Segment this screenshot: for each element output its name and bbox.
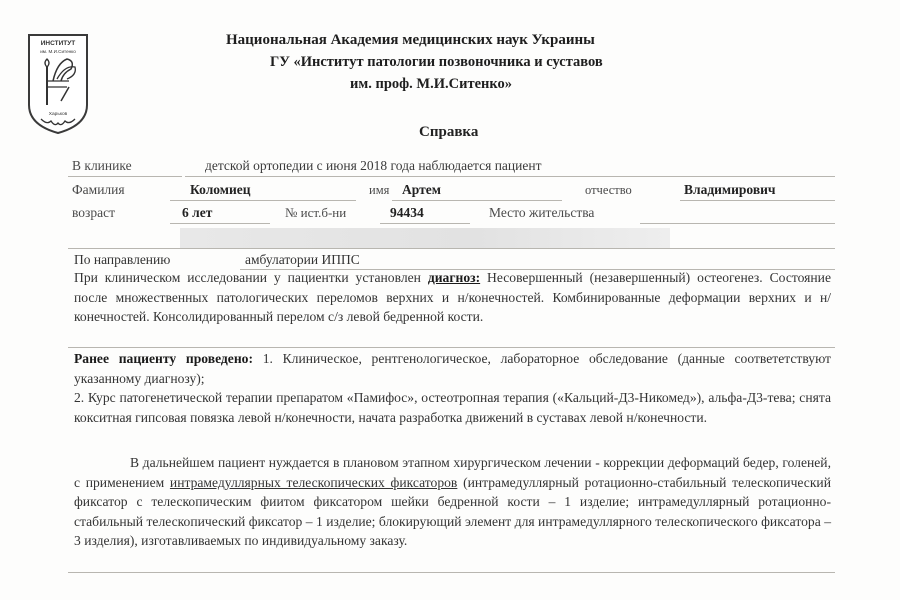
- plan-fixators: интрамедуллярных телескопических фиксаторов: [169, 474, 458, 490]
- header-academy: Национальная Академия медицинских наук Украины: [226, 32, 595, 48]
- document-title: Справка: [419, 124, 479, 140]
- underline: [68, 572, 835, 573]
- underline: [170, 200, 356, 201]
- treatment-item-1: 1. Клиническое, рентгенологическое, лабораторное обследование (данные соответетствуют указанному диагнозу);: [74, 351, 832, 386]
- treatment-history-paragraph: [74, 349, 831, 388]
- case-number-label: № ист.б-ни: [285, 205, 347, 220]
- age-value: 6 лет: [182, 205, 213, 220]
- underline: [170, 223, 270, 224]
- age-label: возраст: [72, 205, 115, 220]
- treatment-item-2-paragraph: [74, 388, 831, 427]
- treatment-plan-paragraph: [74, 453, 831, 551]
- redacted-address: [180, 228, 670, 248]
- name-label: имя: [369, 183, 390, 197]
- underline: [380, 223, 470, 224]
- diagnosis-paragraph: [74, 268, 831, 327]
- diagnosis-intro: При клиническом исследовании у пациентки установлен: [74, 270, 428, 285]
- patronymic-value: Владимирович: [684, 182, 776, 197]
- treatment-item-2: 2. Курс патогенетической терапии препаратом «Памифос», остеотропная терапия («Кальций-Д3-Никомед»), альфа-Д3-тева; снята кокситная гипсовая повязка левой н/конечности, начата разработка движений в суставах левой н/конечности.: [74, 390, 831, 425]
- section-divider: [68, 347, 835, 348]
- plan-intro: В дальнейшем пациент нуждается в плановом этапном хирургическом лечении - коррекции деформаций бедер, голеней, с применением: [74, 455, 831, 490]
- case-number-value: 94434: [390, 205, 424, 220]
- svg-text:им. М.И.Ситенко: им. М.И.Ситенко: [40, 49, 76, 54]
- surname-value: Коломиец: [190, 182, 251, 197]
- underline: [185, 176, 835, 177]
- name-value: Артем: [402, 182, 441, 197]
- referral-label: По направлению: [74, 252, 171, 267]
- header-institute-name: им. проф. М.И.Ситенко»: [350, 76, 513, 92]
- plan-details: (интрамедуллярный ротационно-стабильный телескопический фиксатор с телескопическим фиитом фиксатором шейки бедренной кости – 1 изделие; интрамедуллярный ротационно-стабильный телескопический фиксатор – 1 изделие; блокирующий элемент для интрамедуллярного телескопического фиксатора – 3 изделия), изготавливаемых по индивидуальному заказу.: [74, 474, 831, 549]
- header-institute: ГУ «Институт патологии позвоночника и суставов: [270, 54, 603, 70]
- clinic-label: В клинике: [72, 158, 132, 173]
- svg-text:Харьков: Харьков: [48, 112, 68, 117]
- treatment-history-label: Ранее пациенту проведено:: [74, 351, 253, 366]
- diagnosis-text: Несовершенный (незавершенный) остеогенез. Состояние после множественных патологических переломов верхних и н/конечностей. Комбинированные деформации верхних и н/конечностей. Консолидированный перелом с/з левой бедренной кости.: [74, 270, 831, 325]
- underline: [68, 248, 835, 249]
- surname-label: Фамилия: [72, 182, 125, 197]
- underline: [640, 223, 835, 224]
- patronymic-label: отчество: [585, 183, 632, 197]
- institute-emblem-icon: [27, 33, 89, 135]
- underline: [68, 176, 182, 177]
- referral-value: амбулатории ИППС: [245, 252, 360, 267]
- residence-label: Место жительства: [489, 205, 595, 220]
- institute-logo: [27, 33, 89, 135]
- underline: [680, 200, 835, 201]
- svg-text:ИНСТИТУТ: ИНСТИТУТ: [40, 40, 76, 47]
- diagnosis-label: диагноз:: [427, 270, 481, 285]
- clinic-value: детской ортопедии с июня 2018 года наблюдается пациент: [205, 158, 542, 173]
- underline: [392, 200, 562, 201]
